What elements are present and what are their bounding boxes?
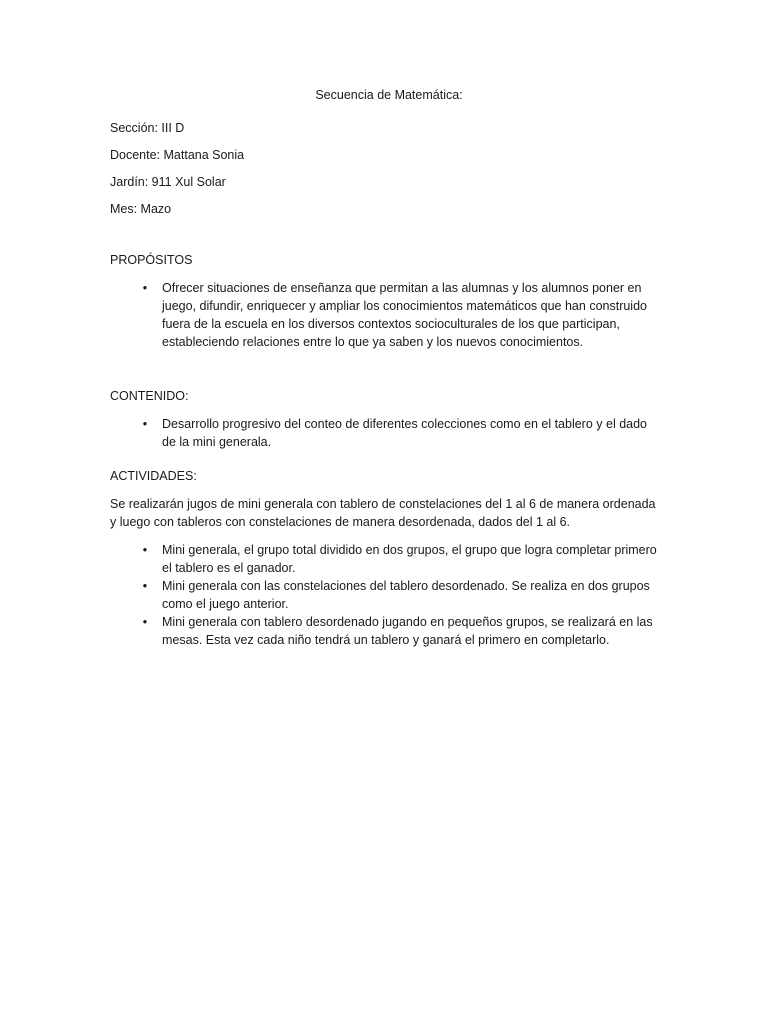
bullet-icon: •: [142, 281, 148, 295]
actividades-intro: Se realizarán jugos de mini generala con tablero de constelaciones del 1 al 6 de manera ordenada y luego con tableros con constelaciones de manera desordenada, dados del 1 al 6.: [110, 497, 656, 529]
spacer: [110, 451, 658, 467]
propositos-heading: PROPÓSITOS: [110, 253, 193, 267]
list-item-text: Mini generala con las constelaciones del tablero desordenado. Se realiza en dos grupos como el juego anterior.: [162, 579, 650, 611]
list-item: [142, 577, 658, 613]
bullet-icon: •: [142, 579, 148, 593]
meta-seccion: Sección: III D: [110, 121, 185, 135]
meta-jardin: Jardín: 911 Xul Solar: [110, 175, 226, 189]
list-item: [142, 279, 658, 351]
list-item: [142, 541, 658, 577]
actividades-list: [110, 541, 658, 649]
bullet-icon: •: [142, 543, 148, 557]
list-item-text: Desarrollo progresivo del conteo de diferentes colecciones como en el tablero y el dado de la mini generala.: [162, 417, 648, 449]
bullet-icon: •: [142, 417, 148, 431]
meta-docente: Docente: Mattana Sonia: [110, 148, 245, 162]
spacer: [110, 351, 658, 373]
list-item-text: Mini generala, el grupo total dividido en dos grupos, el grupo que logra completar primero el tablero es el ganador.: [162, 543, 657, 575]
actividades-heading: ACTIVIDADES:: [110, 469, 197, 483]
propositos-list: [110, 279, 658, 351]
contenido-heading: CONTENIDO:: [110, 389, 189, 403]
list-item: [142, 415, 658, 451]
list-item-text: Mini generala con tablero desordenado jugando en pequeños grupos, se realizará en las mesas. Esta vez cada niño tendrá un tablero y ganará el primero en completarlo.: [162, 615, 653, 647]
contenido-list: [110, 415, 658, 451]
bullet-icon: •: [142, 615, 148, 629]
spacer: [110, 227, 658, 251]
meta-mes: Mes: Mazo: [110, 202, 172, 216]
list-item: [142, 613, 658, 649]
list-item-text: Ofrecer situaciones de enseñanza que permitan a las alumnas y los alumnos poner en juego, difundir, enriquecer y ampliar los conocimientos matemáticos que han construido fuera de la escuela en los diversos contextos socioculturales de los que participan, estableciendo relaciones entre lo que ya saben y los nuevos conocimientos.: [162, 281, 647, 349]
document-title: Secuencia de Matemática:: [315, 88, 463, 102]
